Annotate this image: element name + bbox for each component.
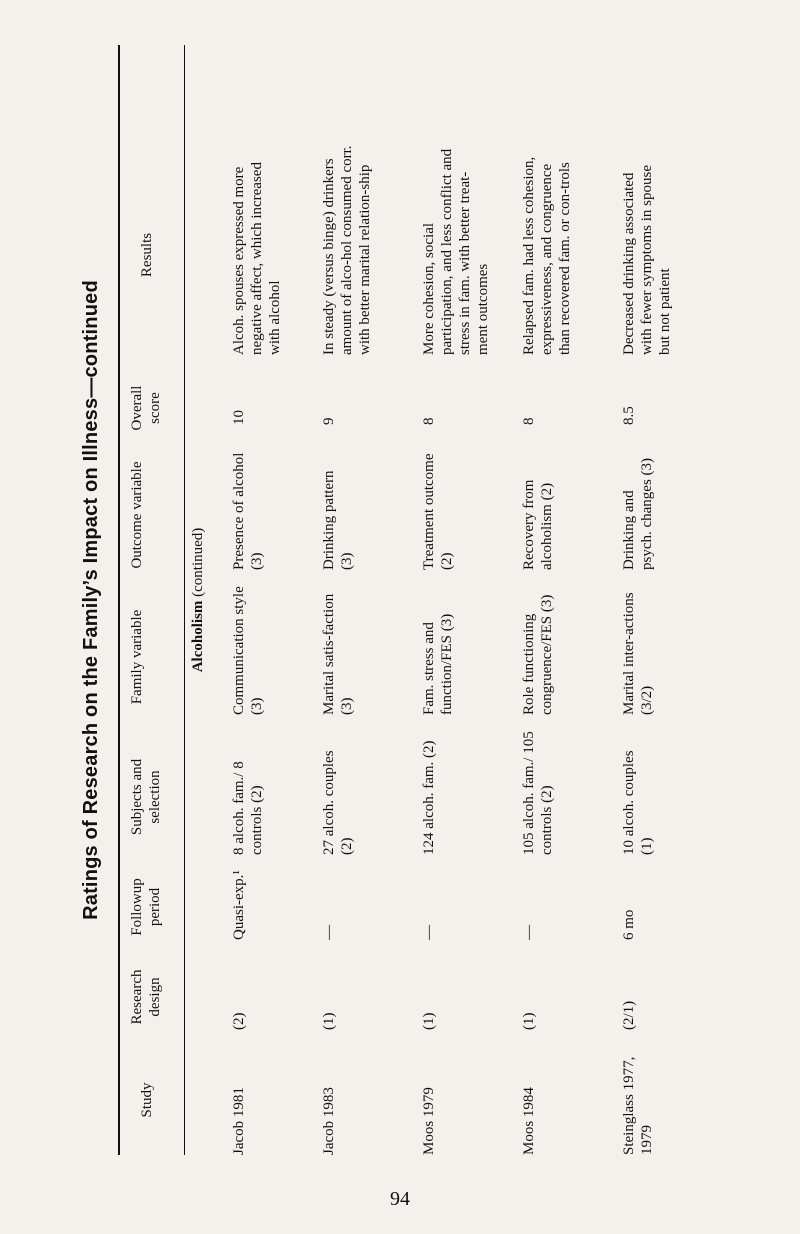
section-suffix: (continued) [190, 527, 206, 597]
row-1-outcome: Presence of alcohol (3) [231, 452, 265, 570]
page-number: 94 [390, 1188, 410, 1210]
top-rule [118, 45, 120, 1155]
row-4-family: Role functioning congruence/FES (3) [521, 594, 555, 715]
row-5-design: (2/1) [621, 1000, 637, 1030]
row-1-study: Jacob 1981 [231, 1087, 247, 1155]
row-4-outcome: Recovery from alcoholism (2) [521, 479, 555, 570]
row-3-score: 8 [421, 417, 437, 425]
header-family: Family variable [129, 609, 145, 705]
row-4-study: Moos 1984 [521, 1087, 537, 1155]
row-2-study: Jacob 1983 [321, 1087, 337, 1155]
row-5-followup: 6 mo [621, 909, 637, 940]
row-3-subjects: 124 alcoh. fam. (2) [421, 740, 437, 855]
header-followup: Followup period [129, 878, 163, 936]
section-label: Alcoholism [190, 600, 206, 673]
row-3-outcome: Treatment outcome (2) [421, 453, 455, 570]
row-4-followup: — [521, 925, 537, 940]
row-2-followup: — [321, 925, 337, 940]
row-4-score: 8 [521, 417, 537, 425]
row-5-results: Decreased drinking associated with fewer symptoms in spouse but not patient [621, 165, 673, 355]
header-score: Overall score [129, 385, 163, 431]
row-2-subjects: 27 alcoh. couples (2) [321, 750, 355, 855]
row-1-score: 10 [231, 410, 247, 425]
row-5-study: Steinglass 1977, 1979 [621, 1056, 655, 1155]
row-1-followup: Quasi-exp.¹ [231, 870, 247, 940]
row-5-outcome: Drinking and psych. changes (3) [621, 457, 655, 570]
row-3-design: (1) [421, 1012, 437, 1030]
row-3-results: More cohesion, social participation, and less conflict and stress in fam. with better treat-ment outcomes [421, 148, 491, 355]
row-5-family: Marital inter-actions (3/2) [621, 592, 655, 715]
row-2-score: 9 [321, 417, 337, 425]
row-4-subjects: 105 alcoh. fam./ 105 controls (2) [521, 731, 555, 855]
row-1-family: Communication style (3) [231, 586, 265, 715]
row-2-results: In steady (versus binge) drinkers amount of alco-hol consumed corr. with better marital relation-ship [321, 145, 373, 355]
row-2-outcome: Drinking pattern (3) [321, 470, 355, 570]
row-1-design: (2) [231, 1012, 247, 1030]
row-3-followup: — [421, 925, 437, 940]
header-rule [184, 45, 185, 1155]
row-1-subjects: 8 alcoh. fam./ 8 controls (2) [231, 761, 265, 855]
row-4-design: (1) [521, 1012, 537, 1030]
section-heading [190, 45, 207, 1155]
row-4-results: Relapsed fam. had less cohesion, expressiveness, and congruence than recovered fam. or con-trols [521, 156, 573, 355]
row-1-results: Alcoh. spouses expressed more negative affect, which increased with alcohol [231, 162, 283, 355]
rotated-table-page [80, 45, 700, 1155]
row-2-design: (1) [321, 1012, 337, 1030]
header-design: Research design [129, 969, 163, 1025]
header-results: Results [139, 232, 155, 278]
row-5-subjects: 10 alcoh. couples (1) [621, 750, 655, 855]
table-title: Ratings of Research on the Family’s Impact on Illness—continued [80, 280, 102, 920]
header-study: Study [139, 1082, 155, 1118]
row-2-family: Marital satis-faction (3) [321, 593, 355, 715]
row-3-study: Moos 1979 [421, 1087, 437, 1155]
header-outcome: Outcome variable [129, 461, 145, 569]
row-3-family: Fam. stress and function/FES (3) [421, 613, 455, 715]
row-5-score: 8.5 [621, 406, 637, 425]
header-subjects: Subjects and selection [129, 758, 163, 836]
